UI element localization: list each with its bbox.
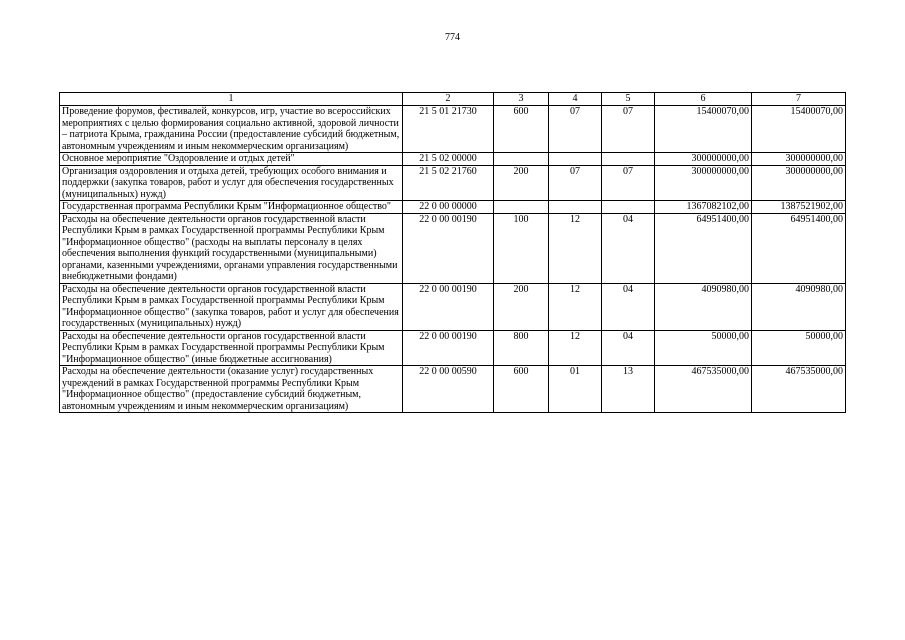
row-code: 21 5 02 21760: [403, 165, 494, 201]
row-pr: 04: [602, 283, 655, 330]
column-header-1: 1: [60, 93, 403, 106]
table-row: [60, 153, 846, 166]
column-header-2: 2: [403, 93, 494, 106]
row-sum-2: 64951400,00: [752, 213, 846, 283]
table-row: [60, 283, 846, 330]
table-row: [60, 366, 846, 413]
row-rz: 12: [549, 330, 602, 366]
row-pr: 07: [602, 106, 655, 153]
table-row: [60, 201, 846, 214]
row-sum-2: 300000000,00: [752, 153, 846, 166]
row-rz: [549, 201, 602, 214]
row-vr: 200: [494, 165, 549, 201]
row-vr: [494, 201, 549, 214]
row-sum-1: 15400070,00: [655, 106, 752, 153]
row-vr: 600: [494, 366, 549, 413]
row-sum-1: 4090980,00: [655, 283, 752, 330]
column-header-7: 7: [752, 93, 846, 106]
row-code: 22 0 00 00000: [403, 201, 494, 214]
row-code: 22 0 00 00590: [403, 366, 494, 413]
row-sum-2: 467535000,00: [752, 366, 846, 413]
row-name: Расходы на обеспечение деятельности (оказание услуг) государственных учреждений в рамках Государственной программы Республики Крым "Информационное общество" (предоставление субсидий бюджетным, автономным учреждениям и иным некоммерческим организациям): [60, 366, 403, 413]
row-pr: 13: [602, 366, 655, 413]
row-pr: [602, 153, 655, 166]
row-sum-1: 64951400,00: [655, 213, 752, 283]
row-name: Расходы на обеспечение деятельности органов государственной власти Республики Крым в рамках Государственной программы Республики Крым "Информационное общество" (расходы на выплаты персоналу в целях обеспечения выполнения функций государственными (муниципальными) органами, казенными учреждениями, органами управления государственными внебюджетными фондами): [60, 213, 403, 283]
row-vr: [494, 153, 549, 166]
table-row: [60, 213, 846, 283]
row-vr: 100: [494, 213, 549, 283]
row-sum-1: 467535000,00: [655, 366, 752, 413]
row-pr: 07: [602, 165, 655, 201]
row-name: Государственная программа Республики Крым "Информационное общество": [60, 201, 403, 214]
row-code: 22 0 00 00190: [403, 283, 494, 330]
table-row: [60, 330, 846, 366]
column-header-4: 4: [549, 93, 602, 106]
table-row: [60, 165, 846, 201]
row-pr: 04: [602, 213, 655, 283]
row-code: 22 0 00 00190: [403, 330, 494, 366]
row-sum-1: 300000000,00: [655, 153, 752, 166]
row-sum-2: 50000,00: [752, 330, 846, 366]
row-pr: 04: [602, 330, 655, 366]
row-code: 22 0 00 00190: [403, 213, 494, 283]
row-name: Расходы на обеспечение деятельности органов государственной власти Республики Крым в рамках Государственной программы Республики Крым "Информационное общество" (закупка товаров, работ и услуг для обеспечения государственных (муниципальных) нужд): [60, 283, 403, 330]
row-sum-2: 300000000,00: [752, 165, 846, 201]
row-sum-2: 15400070,00: [752, 106, 846, 153]
column-header-3: 3: [494, 93, 549, 106]
column-header-6: 6: [655, 93, 752, 106]
row-rz: [549, 153, 602, 166]
row-sum-1: 1367082102,00: [655, 201, 752, 214]
row-rz: 01: [549, 366, 602, 413]
row-rz: 07: [549, 106, 602, 153]
row-sum-2: 4090980,00: [752, 283, 846, 330]
row-code: 21 5 02 00000: [403, 153, 494, 166]
row-vr: 800: [494, 330, 549, 366]
row-rz: 07: [549, 165, 602, 201]
row-rz: 12: [549, 213, 602, 283]
page-number: 774: [445, 32, 460, 43]
row-code: 21 5 01 21730: [403, 106, 494, 153]
row-sum-1: 300000000,00: [655, 165, 752, 201]
row-name: Основное мероприятие "Оздоровление и отдых детей": [60, 153, 403, 166]
row-vr: 600: [494, 106, 549, 153]
column-header-5: 5: [602, 93, 655, 106]
row-name: Расходы на обеспечение деятельности органов государственной власти Республики Крым в рамках Государственной программы Республики Крым "Информационное общество" (иные бюджетные ассигнования): [60, 330, 403, 366]
header-row: [60, 93, 846, 106]
row-rz: 12: [549, 283, 602, 330]
row-pr: [602, 201, 655, 214]
table-row: [60, 106, 846, 153]
row-sum-2: 1387521902,00: [752, 201, 846, 214]
row-sum-1: 50000,00: [655, 330, 752, 366]
row-name: Проведение форумов, фестивалей, конкурсов, игр, участие во всероссийских мероприятиях с целью формирования социально активной, здоровой личности – патриота Крыма, гражданина России (предоставление субсидий бюджетным, автономным учреждениям и иным некоммерческим организациям): [60, 106, 403, 153]
row-name: Организация оздоровления и отдыха детей, требующих особого внимания и поддержки (закупка товаров, работ и услуг для обеспечения государственных (муниципальных) нужд): [60, 165, 403, 201]
row-vr: 200: [494, 283, 549, 330]
budget-table: [59, 92, 846, 413]
